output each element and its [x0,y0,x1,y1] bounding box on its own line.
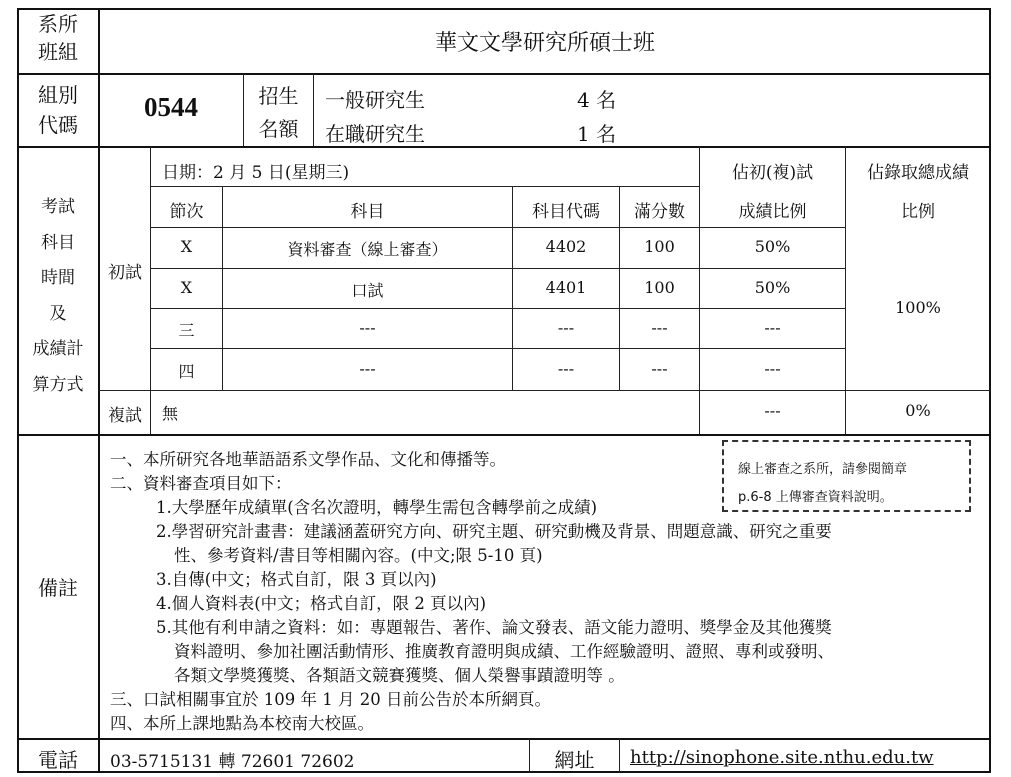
dept-label [19,10,97,66]
program-title: 華文文學研究所碩士班 [434,31,655,56]
retest-total-ratio: 0% [905,401,931,420]
initial-total-ratio: 100% [895,298,941,317]
row2-subject: 口試 [351,281,384,300]
side-label-line: 及 [49,303,67,324]
website-label: 網址 [554,748,595,772]
total-ratio-header-1: 佔錄取總成績 [867,163,969,183]
quota-label [245,80,312,146]
group-label [19,80,97,140]
row3-code: --- [557,318,575,337]
phone-label: 電話 [38,748,78,772]
group-code: 0544 [144,92,198,122]
row3-session: 三 [178,321,195,340]
note-line: 5.其他有利申請之資料：如：專題報告、著作、論文發表、語文能力證明、獎學金及其他獲獎 [156,618,832,637]
note-line: 資料證明、參加社團活動情形、推廣教育證明與成績、工作經驗證明、證照、專利或發明、 [174,642,834,661]
row4-code: --- [557,359,575,378]
side-label-line: 算方式 [32,374,84,395]
row3-full-score: --- [651,318,668,337]
side-label-line: 時間 [41,268,75,288]
col-full-score: 滿分數 [634,202,685,222]
note-line: 2.學習研究計畫書：建議涵蓋研究方向、研究主題、研究動機及背景、問題意識、研究之重要 [156,522,832,541]
phone-number: 03-5715131 轉 72601 72602 [110,752,355,772]
row4-full-score: --- [651,359,668,378]
initial-ratio-header-2: 成績比例 [738,202,807,222]
row4-subject: --- [359,359,376,378]
total-ratio-header-2: 比例 [901,202,935,222]
row1-ratio: 50% [754,237,791,256]
quota-label-line-1: 招生 [258,84,299,108]
note-line: 1.大學歷年成績單(含名次證明，轉學生需包含轉學前之成績) [156,498,598,517]
note-line: 二、資料審查項目如下： [110,474,292,493]
row2-code: 4401 [545,278,587,297]
quota-type-inservice: 在職研究生 [325,122,425,146]
side-label-line: 成績計 [32,339,84,359]
website-link[interactable]: http://sinophone.site.nthu.edu.tw [630,747,934,768]
group-label-line-1: 組別 [38,83,78,107]
dept-label-line-1: 系所 [38,12,78,36]
side-label-line: 科目 [41,232,75,253]
notes-label: 備註 [38,576,78,600]
row1-full-score: 100 [644,237,675,256]
note-line: 性、參考資料/書目等相關內容。(中文;限 5-10 頁) [174,546,543,565]
col-subject: 科目 [350,202,385,222]
row3-subject: --- [359,318,376,337]
row1-subject: 資料審查（線上審查） [287,240,448,259]
retest-content: 無 [162,404,179,423]
note-line: 三、口試相關事宜於 109 年 1 月 20 日前公告於本所網頁。 [110,690,551,709]
row2-session: X [180,278,193,297]
note-line: 一、本所研究各地華語語系文學作品、文化和傳播等。 [110,450,506,469]
col-session: 節次 [169,202,204,222]
dept-label-line-2: 班組 [38,40,78,64]
callout-line-1: 線上審查之系所，請參閱簡章 [738,462,908,477]
note-line: 四、本所上課地點為本校南大校區。 [110,714,374,733]
row3-ratio: --- [764,318,781,337]
callout-line-2: p.6-8 上傳審查資料說明。 [738,490,893,505]
side-label-line: 考試 [41,197,75,217]
note-line: 3.自傳(中文；格式自訂，限 3 頁以內) [156,570,437,589]
group-label-line-2: 代碼 [38,113,78,137]
initial-exam-label: 初試 [108,263,142,283]
online-review-callout [722,440,971,512]
note-line: 4.個人資料表(中文；格式自訂，限 2 頁以內) [156,594,487,613]
retest-ratio: --- [764,401,781,420]
note-line: 各類文學獎獲獎、各類語文競賽獲獎、個人榮譽事蹟證明等 。 [174,666,625,685]
row4-ratio: --- [764,359,781,378]
row4-session: 四 [178,362,195,381]
col-code: 科目代碼 [532,202,600,222]
quota-count-general: 4 名 [577,88,617,112]
row2-full-score: 100 [644,278,675,297]
retest-label: 複試 [108,406,142,426]
initial-ratio-header-1: 佔初(複)試 [731,163,814,183]
exam-side-label [19,190,97,403]
exam-date: 日期：2 月 5 日(星期三) [162,163,350,183]
quota-label-line-2: 名額 [258,117,299,141]
row2-ratio: 50% [754,278,791,297]
quota-count-inservice: 1 名 [577,122,617,146]
quota-type-general: 一般研究生 [325,88,425,112]
row1-session: X [180,237,193,256]
row1-code: 4402 [545,237,587,256]
